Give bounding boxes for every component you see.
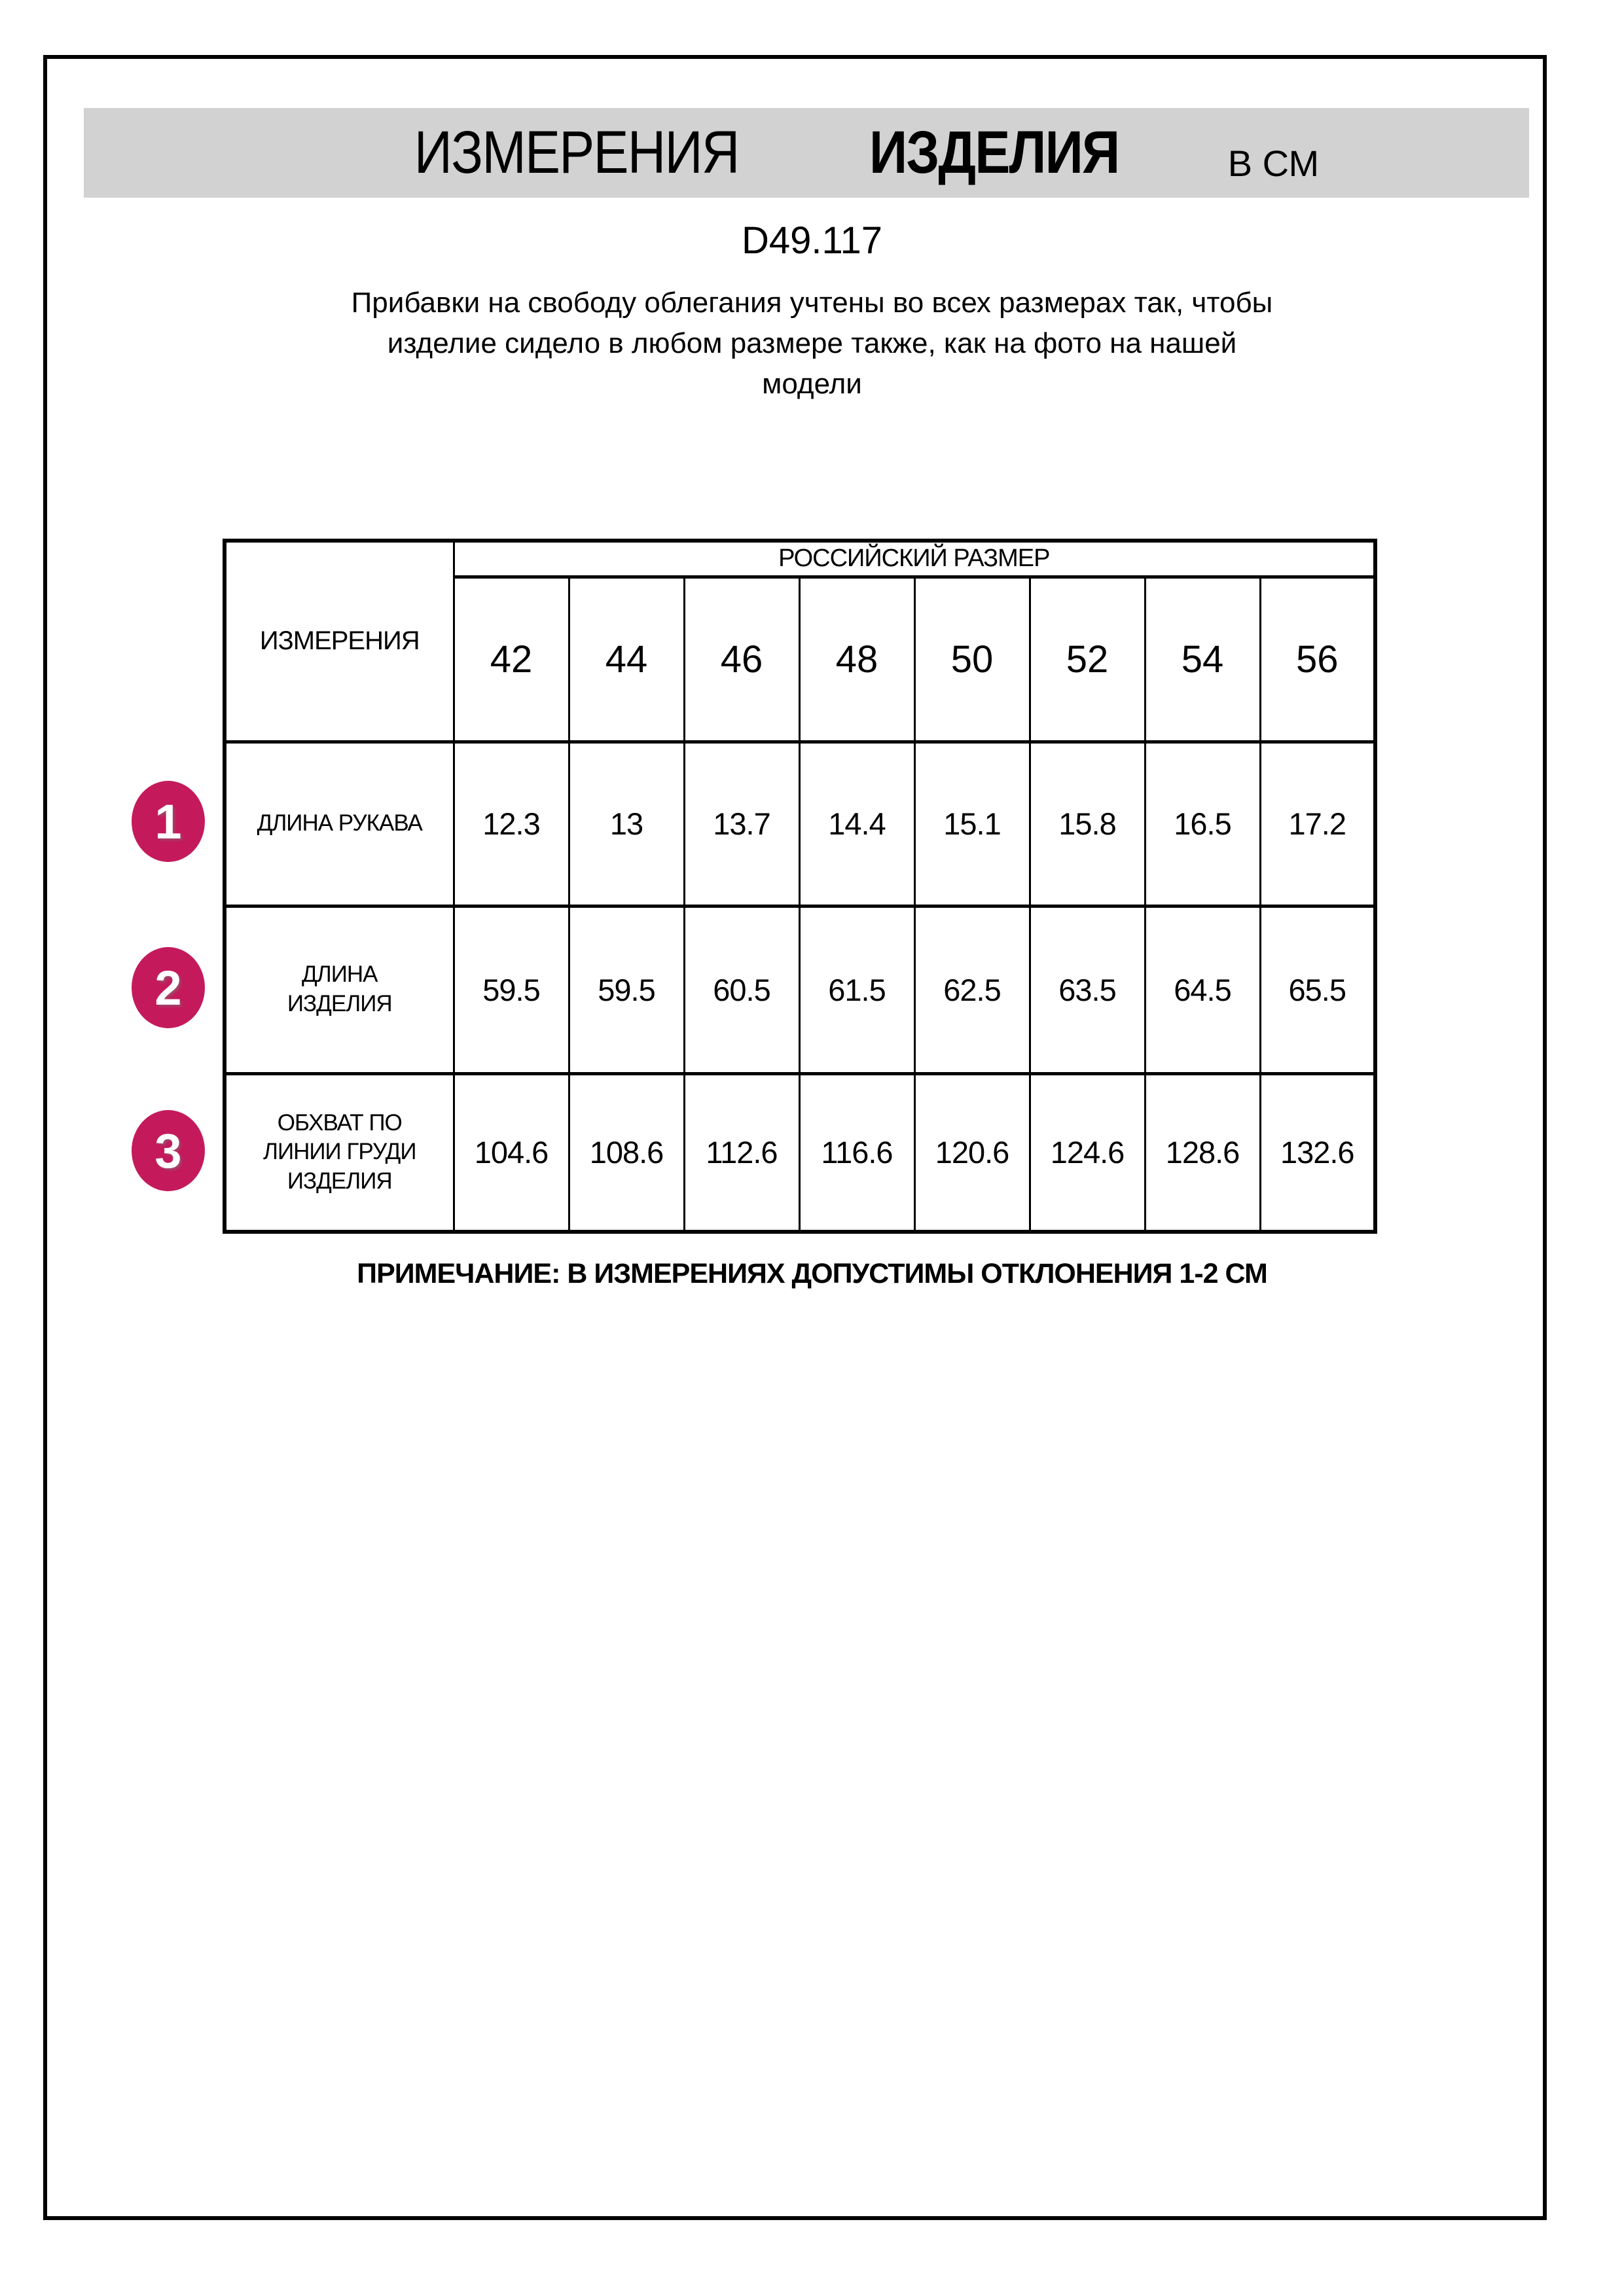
size-header-cell: 48 xyxy=(799,577,914,742)
row-marker-number: 3 xyxy=(154,1123,182,1178)
corner-header-cell: ИЗМЕРЕНИЯ xyxy=(225,541,454,742)
row-marker-2 xyxy=(132,947,205,1028)
title-product-word: ИЗДЕЛИЯ xyxy=(869,119,1119,186)
value-cell: 15.8 xyxy=(1030,742,1145,906)
size-header-cell: 54 xyxy=(1145,577,1260,742)
value-cell: 15.1 xyxy=(914,742,1030,906)
value-cell: 116.6 xyxy=(799,1073,914,1232)
row-marker-1 xyxy=(132,781,205,862)
size-header-cell: 44 xyxy=(569,577,684,742)
value-cell: 59.5 xyxy=(569,906,684,1073)
row-label-line: ОБХВАТ ПО xyxy=(277,1109,402,1136)
value-cell: 16.5 xyxy=(1145,742,1260,906)
value-cell: 104.6 xyxy=(454,1073,569,1232)
row-label-line: ИЗДЕЛИЯ xyxy=(287,991,392,1016)
value-cell: 120.6 xyxy=(914,1073,1030,1232)
size-header-cell: 42 xyxy=(454,577,569,742)
value-cell: 62.5 xyxy=(914,906,1030,1073)
row-label-cell xyxy=(225,742,454,906)
value-cell: 59.5 xyxy=(454,906,569,1073)
value-cell: 128.6 xyxy=(1145,1073,1260,1232)
table-row-product-length xyxy=(225,906,1375,1073)
title-bar xyxy=(84,108,1529,198)
row-label-line: ЛИНИИ ГРУДИ xyxy=(263,1139,416,1165)
russian-size-group-header: РОССИЙСКИЙ РАЗМЕР xyxy=(454,541,1375,577)
value-cell: 13.7 xyxy=(684,742,799,906)
size-header-cell: 52 xyxy=(1030,577,1145,742)
intro-line: модели xyxy=(762,368,862,400)
value-cell: 14.4 xyxy=(799,742,914,906)
row-marker-number: 2 xyxy=(154,960,182,1015)
row-label-line: ДЛИНА РУКАВА xyxy=(257,810,422,836)
value-cell: 132.6 xyxy=(1260,1073,1375,1232)
row-marker-number: 1 xyxy=(154,794,182,849)
size-header-cell: 56 xyxy=(1260,577,1375,742)
row-label-line: ДЛИНА xyxy=(302,961,378,988)
value-cell: 13 xyxy=(569,742,684,906)
intro-line: Прибавки на свободу облегания учтены во всех размерах так, чтобы xyxy=(351,287,1273,319)
tolerance-note: ПРИМЕЧАНИЕ: В ИЗМЕРЕНИЯХ ДОПУСТИМЫ ОТКЛОНЕНИЯ 1-2 СМ xyxy=(357,1258,1267,1289)
value-cell: 112.6 xyxy=(684,1073,799,1232)
title-measurements-word: ИЗМЕРЕНИЯ xyxy=(414,119,739,186)
value-cell: 12.3 xyxy=(454,742,569,906)
value-cell: 65.5 xyxy=(1260,906,1375,1073)
size-header-cell: 50 xyxy=(914,577,1030,742)
row-label-cell xyxy=(225,906,454,1073)
table-row-group-header xyxy=(225,541,1375,577)
size-measurements-table xyxy=(223,539,1377,1234)
table-row-sleeve-length xyxy=(225,742,1375,906)
value-cell: 108.6 xyxy=(569,1073,684,1232)
intro-paragraph xyxy=(0,283,1624,404)
value-cell: 61.5 xyxy=(799,906,914,1073)
product-code: D49.117 xyxy=(742,219,882,262)
row-marker-3 xyxy=(132,1110,205,1191)
value-cell: 17.2 xyxy=(1260,742,1375,906)
title-unit-label: В СМ xyxy=(1227,143,1320,184)
value-cell: 64.5 xyxy=(1145,906,1260,1073)
table-row-chest-girth xyxy=(225,1073,1375,1232)
value-cell: 60.5 xyxy=(684,906,799,1073)
value-cell: 124.6 xyxy=(1030,1073,1145,1232)
intro-line: изделие сидело в любом размере также, как на фото на нашей xyxy=(387,327,1237,359)
row-label-cell xyxy=(225,1073,454,1232)
value-cell: 63.5 xyxy=(1030,906,1145,1073)
row-label-line: ИЗДЕЛИЯ xyxy=(287,1168,392,1194)
size-header-cell: 46 xyxy=(684,577,799,742)
